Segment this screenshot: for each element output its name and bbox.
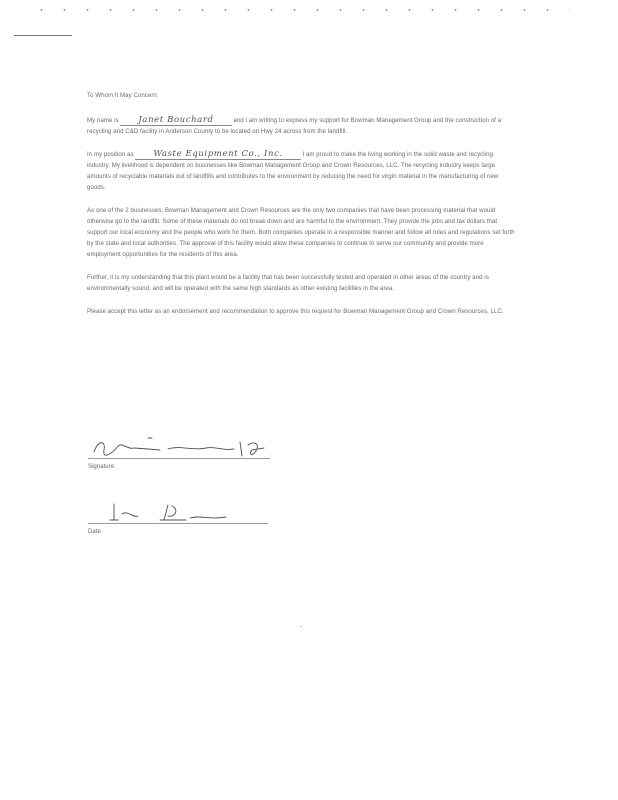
scan-noise-line	[30, 9, 570, 11]
position-fill-field: Waste Equipment Co., Inc.	[135, 150, 300, 160]
name-fill-field: Janet Bouchard	[120, 116, 231, 126]
page-mark: -	[300, 624, 303, 631]
paragraph-1	[87, 115, 517, 137]
paragraph-3: As one of the 2 businesses, Bowman Management and Crown Resources are the only two companies that have been processing material that would otherwise go to the landfill. Some of these materials do not break down and are harmful to the environment. They provide the jobs and tax dollars that support our local economy and the people who work for them. Both companies operate in a responsible manner and follow all rules and regulations set forth by the state and local authorities. The approval of this facility would allow these companies to continue to serve our community and provide more employment opportunities for the residents of this area.	[87, 207, 515, 258]
salutation: To Whom It May Concern:	[87, 92, 159, 99]
date-label: Date	[88, 528, 101, 535]
p2-suffix: I am proud to make the living working in the solid waste and recycling industry. My livelihood is dependent on businesses like Bowman Management Group and Crown Resources, LLC. The recycling industry keeps large amounts of recyclable materials out of landfills and contributes to the environment by reducing the need for virgin material in the manufacturing of new goods.	[87, 151, 499, 191]
signature-label: Signature	[88, 463, 115, 470]
paragraph-2	[87, 149, 517, 193]
date-line	[88, 523, 268, 524]
p1-suffix: and I am writing to express my support for Bowman Management Group and the construction of a recycling and C&D facility in Anderson County to be located on Hwy 24 across from the landfill.	[87, 117, 502, 135]
handwritten-date	[88, 500, 278, 531]
paragraph-5: Please accept this letter as an endorsement and recommendation to approve this request for Bowman Management Group and Crown Resources, LLC.	[87, 308, 504, 315]
header-rule	[14, 35, 72, 36]
letter-body	[87, 90, 517, 329]
paragraph-4: Further, it is my understanding that this plant would be a facility that has been successfully tested and operated in other areas of the country and is environmentally sound, and will be operated with the same high standards as other existing facilities in the area.	[87, 274, 489, 292]
p2-prefix: In my position as	[87, 151, 134, 158]
handwritten-signature	[88, 432, 278, 467]
p1-prefix: My name is	[87, 117, 119, 124]
signature-line	[88, 458, 270, 459]
